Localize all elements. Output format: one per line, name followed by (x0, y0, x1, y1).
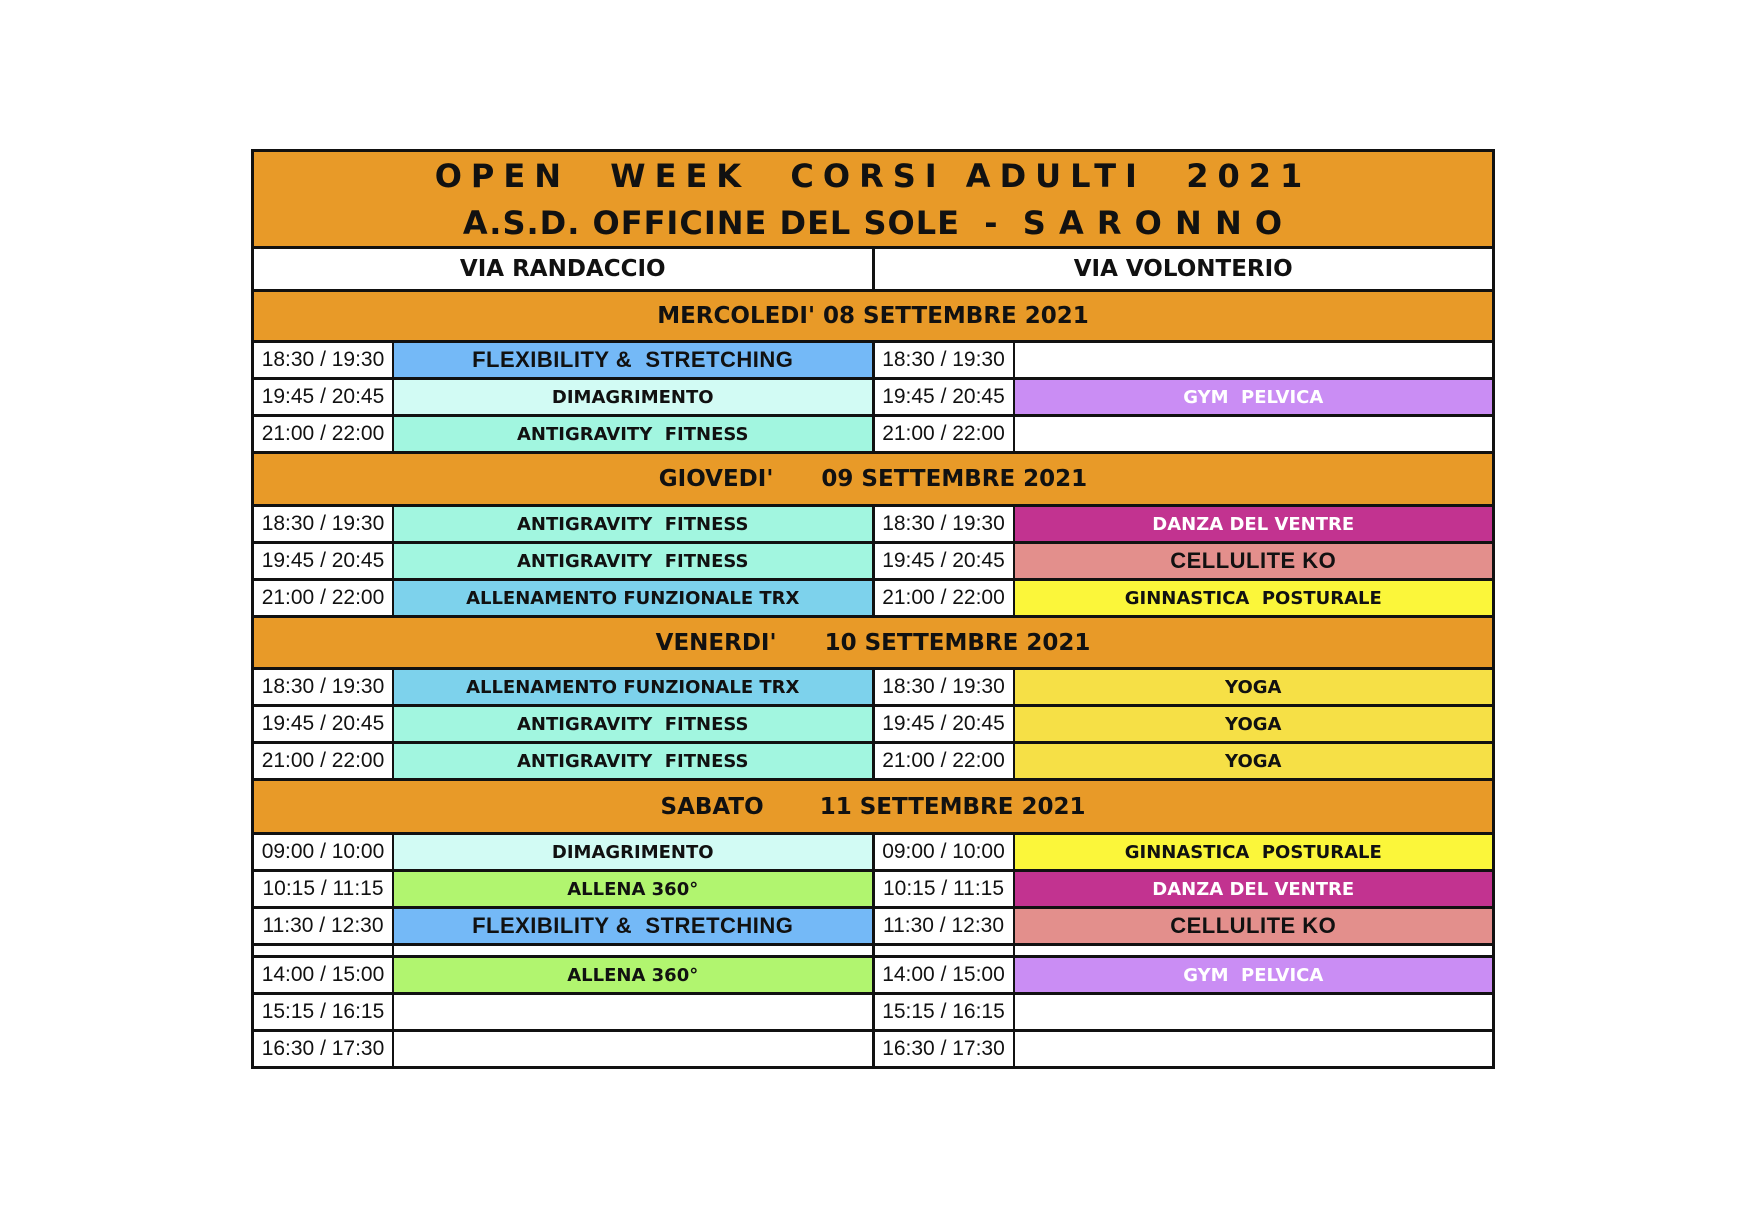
course-name: YOGA (1015, 670, 1493, 704)
time-slot: 21:00 / 22:00 (254, 744, 394, 778)
randaccio-slot (254, 670, 875, 704)
time-slot: 16:30 / 17:30 (875, 1032, 1015, 1066)
schedule-row (254, 1032, 1492, 1066)
course-name: GYM PELVICA (1015, 380, 1493, 414)
course-name: GINNASTICA POSTURALE (1015, 581, 1493, 615)
location-via-randaccio: VIA RANDACCIO (254, 249, 875, 289)
course-name: ANTIGRAVITY FITNESS (394, 544, 872, 578)
course-name: FLEXIBILITY & STRETCHING (394, 909, 872, 943)
spacer-row (254, 946, 1492, 958)
course-name (1015, 946, 1493, 955)
randaccio-slot (254, 581, 875, 615)
schedule-header (254, 152, 1492, 249)
course-name: DIMAGRIMENTO (394, 380, 872, 414)
time-slot: 10:15 / 11:15 (254, 872, 394, 906)
time-slot: 21:00 / 22:00 (875, 744, 1015, 778)
day-header: MERCOLEDI' 08 SETTEMBRE 2021 (254, 292, 1492, 343)
volonterio-slot (875, 946, 1493, 955)
time-slot: 21:00 / 22:00 (254, 581, 394, 615)
course-name (1015, 417, 1493, 451)
schedule-row (254, 835, 1492, 872)
time-slot: 19:45 / 20:45 (254, 707, 394, 741)
time-slot: 18:30 / 19:30 (875, 670, 1015, 704)
volonterio-slot (875, 417, 1493, 451)
schedule-subtitle: A.S.D. OFFICINE DEL SOLE - S A R O N N O (462, 204, 1284, 242)
volonterio-slot (875, 581, 1493, 615)
time-slot: 14:00 / 15:00 (254, 958, 394, 992)
day-header: GIOVEDI' 09 SETTEMBRE 2021 (254, 454, 1492, 507)
randaccio-slot (254, 872, 875, 906)
time-slot (875, 946, 1015, 955)
time-slot: 09:00 / 10:00 (254, 835, 394, 869)
time-slot: 21:00 / 22:00 (875, 581, 1015, 615)
time-slot: 18:30 / 19:30 (254, 507, 394, 541)
volonterio-slot (875, 544, 1493, 578)
time-slot: 19:45 / 20:45 (254, 544, 394, 578)
time-slot: 11:30 / 12:30 (875, 909, 1015, 943)
volonterio-slot (875, 380, 1493, 414)
course-name (1015, 1032, 1493, 1066)
course-name: YOGA (1015, 707, 1493, 741)
time-slot: 21:00 / 22:00 (875, 417, 1015, 451)
location-header-row (254, 249, 1492, 292)
time-slot: 18:30 / 19:30 (254, 670, 394, 704)
volonterio-slot (875, 835, 1493, 869)
volonterio-slot (875, 707, 1493, 741)
volonterio-slot (875, 1032, 1493, 1066)
schedule-row (254, 507, 1492, 544)
time-slot: 09:00 / 10:00 (875, 835, 1015, 869)
randaccio-slot (254, 417, 875, 451)
course-name: YOGA (1015, 744, 1493, 778)
schedule-row (254, 380, 1492, 417)
time-slot: 10:15 / 11:15 (875, 872, 1015, 906)
course-name: ALLENAMENTO FUNZIONALE TRX (394, 581, 872, 615)
course-name: GINNASTICA POSTURALE (1015, 835, 1493, 869)
time-slot: 16:30 / 17:30 (254, 1032, 394, 1066)
course-name: ANTIGRAVITY FITNESS (394, 417, 872, 451)
course-name (394, 995, 872, 1029)
schedule-row (254, 581, 1492, 618)
randaccio-slot (254, 744, 875, 778)
schedule-table (251, 149, 1495, 1069)
schedule-row (254, 995, 1492, 1032)
randaccio-slot (254, 507, 875, 541)
course-name: FLEXIBILITY & STRETCHING (394, 343, 872, 377)
schedule-row (254, 872, 1492, 909)
volonterio-slot (875, 995, 1493, 1029)
volonterio-slot (875, 670, 1493, 704)
randaccio-slot (254, 380, 875, 414)
course-name: DIMAGRIMENTO (394, 835, 872, 869)
randaccio-slot (254, 1032, 875, 1066)
day-header: SABATO 11 SETTEMBRE 2021 (254, 781, 1492, 835)
course-name (394, 1032, 872, 1066)
course-name (394, 946, 872, 955)
randaccio-slot (254, 343, 875, 377)
time-slot: 19:45 / 20:45 (254, 380, 394, 414)
randaccio-slot (254, 707, 875, 741)
course-name (1015, 343, 1493, 377)
volonterio-slot (875, 343, 1493, 377)
schedule-row (254, 909, 1492, 946)
location-via-volonterio: VIA VOLONTERIO (1073, 256, 1293, 282)
time-slot: 18:30 / 19:30 (254, 343, 394, 377)
days-container (254, 292, 1492, 1066)
schedule-row (254, 670, 1492, 707)
course-name: GYM PELVICA (1015, 958, 1493, 992)
time-slot: 14:00 / 15:00 (875, 958, 1015, 992)
volonterio-slot (875, 958, 1493, 992)
time-slot: 18:30 / 19:30 (875, 507, 1015, 541)
time-slot: 19:45 / 20:45 (875, 380, 1015, 414)
volonterio-slot (875, 909, 1493, 943)
randaccio-slot (254, 835, 875, 869)
schedule-row (254, 744, 1492, 781)
schedule-title: OPEN WEEK CORSI ADULTI 2021 (434, 157, 1312, 195)
time-slot: 15:15 / 16:15 (254, 995, 394, 1029)
course-name: ALLENA 360° (394, 872, 872, 906)
time-slot: 11:30 / 12:30 (254, 909, 394, 943)
time-slot: 21:00 / 22:00 (254, 417, 394, 451)
schedule-row (254, 417, 1492, 454)
time-slot (254, 946, 394, 955)
time-slot: 19:45 / 20:45 (875, 707, 1015, 741)
schedule-row (254, 544, 1492, 581)
randaccio-slot (254, 958, 875, 992)
time-slot: 19:45 / 20:45 (875, 544, 1015, 578)
randaccio-slot (254, 995, 875, 1029)
course-name: CELLULITE KO (1015, 544, 1493, 578)
course-name: ALLENAMENTO FUNZIONALE TRX (394, 670, 872, 704)
course-name: ANTIGRAVITY FITNESS (394, 507, 872, 541)
volonterio-slot (875, 507, 1493, 541)
volonterio-slot (875, 872, 1493, 906)
randaccio-slot (254, 909, 875, 943)
course-name: CELLULITE KO (1015, 909, 1493, 943)
course-name: DANZA DEL VENTRE (1015, 872, 1493, 906)
time-slot: 18:30 / 19:30 (875, 343, 1015, 377)
time-slot: 15:15 / 16:15 (875, 995, 1015, 1029)
course-name: ANTIGRAVITY FITNESS (394, 707, 872, 741)
schedule-row (254, 707, 1492, 744)
course-name: ALLENA 360° (394, 958, 872, 992)
course-name: DANZA DEL VENTRE (1015, 507, 1493, 541)
randaccio-slot (254, 946, 875, 955)
course-name: ANTIGRAVITY FITNESS (394, 744, 872, 778)
day-header: VENERDI' 10 SETTEMBRE 2021 (254, 618, 1492, 670)
volonterio-slot (875, 744, 1493, 778)
randaccio-slot (254, 544, 875, 578)
schedule-row (254, 958, 1492, 995)
schedule-row (254, 343, 1492, 380)
course-name (1015, 995, 1493, 1029)
